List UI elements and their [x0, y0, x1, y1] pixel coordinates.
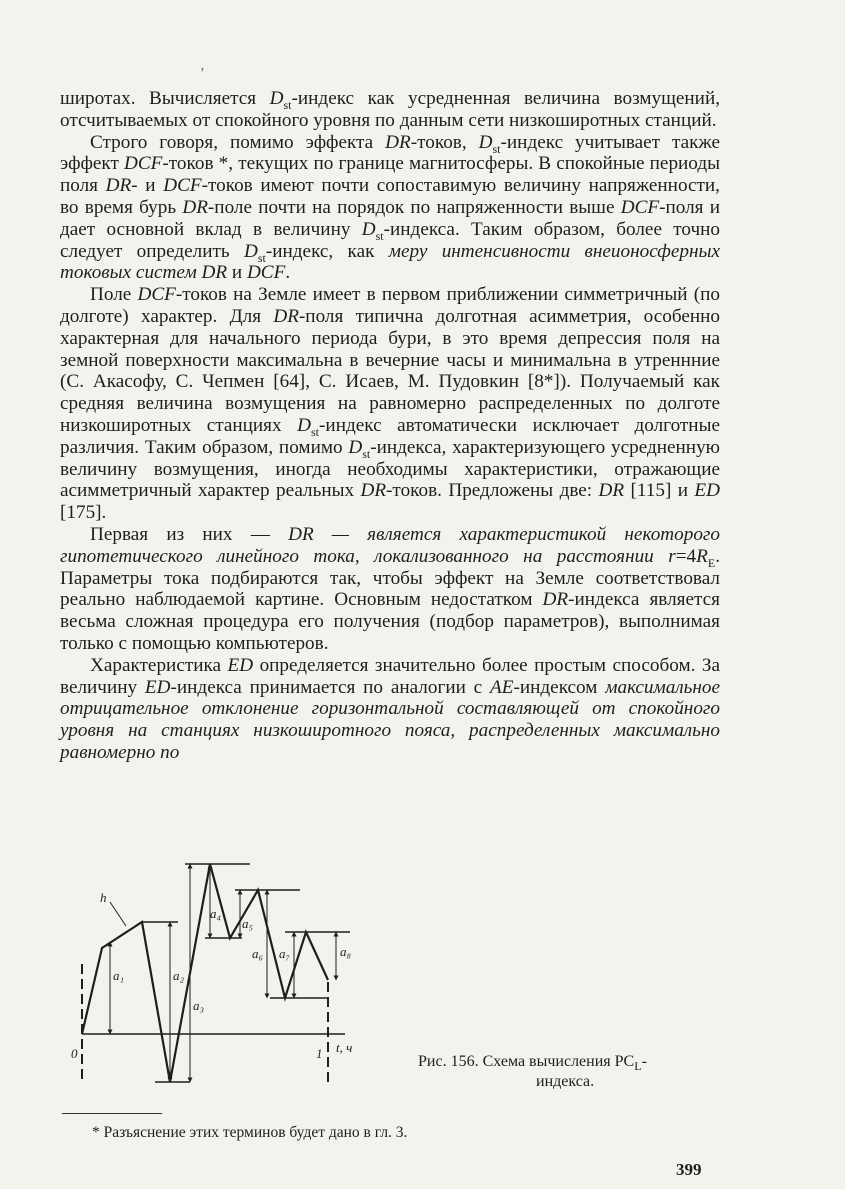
figure-caption: [418, 1052, 728, 1092]
pcl-index-diagram: [60, 852, 420, 1092]
label-origin: 0: [71, 1046, 78, 1061]
main-text: [60, 88, 720, 764]
caption-line-2: индекса.: [536, 1073, 595, 1090]
label-a5: a₅: [242, 916, 254, 931]
figure-156: [60, 852, 420, 1092]
paragraph-4: Первая из них — DR — является характеристикой некоторого гипотетического линейного тока, локализованного на расстоянии $r=4R_E$. Параметры тока подбираются так, чтобы эффект на Земле соответствовал реально наблюдаемой картине. Основным недостатком DR-индекса является весьма сложная процедура его получения (подбор параметров), выполнимая только с помощью компьютеров.: [60, 523, 721, 654]
caption-line-1: Рис. 156. Схема вычисления $PC_L-$: [418, 1053, 647, 1074]
page-number: 399: [676, 1160, 702, 1179]
paragraph-5: Характеристика ED определяется значительно более простым способом. За величину ED-индекса принимается по аналогии с AE-индексом максимальное отрицательное отклонение горизонтальной составляющей от спокойного уровня на станциях низкоширотного пояса, распределенных максимально равномерно по: [60, 654, 721, 763]
footnote-rule: [62, 1113, 162, 1114]
label-a4: a₄: [210, 906, 222, 921]
label-a2: a₂: [173, 968, 185, 983]
stray-mark: ʼ: [200, 66, 205, 81]
label-h: h: [100, 890, 107, 905]
label-time-axis: t, ч: [336, 1040, 353, 1055]
paragraph-1: широтах. Вычисляется $D_{st}$-индекс как усредненная величина возмущений, отсчитываемых от спокойного уровня по данным сети низкоширотных станций.: [60, 88, 721, 131]
paragraph-3: Поле DCF-токов на Земле имеет в первом приближении симметричный (по долготе) характер. Для DR-поля типична долготная асимметрия, особенно характерная для начального периода бури, в это время депрессия поля на земной поверхности максимальна в вечерние часы и минимальна в утреннние (С. Акасофу, С. Чепмен [64], С. Исаев, М. Пудовкин [8*]). Получаемый как средняя величина возмущения на равномерно распределенных по долготе низкоширотных станциях $D_{st}$-индекс автоматически исключает долготные различия. Таким образом, помимо $D_{st}$-индекса, характеризующего усредненную величину возмущения, иногда необходимы характеристики, отражающие асимметричный характер реальных DR-токов. Предложены две: DR [115] и ED [175].: [60, 284, 721, 524]
label-a7: a₇: [279, 946, 291, 961]
h-pointer: [110, 902, 126, 926]
label-a6: a₆: [252, 946, 264, 961]
label-a8: a₈: [340, 944, 352, 959]
paragraph-2: Строго говоря, помимо эффекта DR-токов, $D_{st}$-индекс учитывает также эффект DCF-токов *, текущих по границе магнитосферы. В спокойные периоды поля DR- и DCF-токов имеют почти сопоставимую величину напряженности, во время бурь DR-поле почти на порядок по напряженности выше DCF-поля и дает основной вклад в величину $D_{st}$-индекса. Таким образом, более точно следует определить $D_{st}$-индекс, как меру интенсивности внеионосферных токовых систем DR и DCF.: [60, 131, 721, 284]
label-a1: a₁: [113, 968, 125, 983]
label-one: 1: [316, 1046, 323, 1061]
footnote: * Разъяснение этих терминов будет дано в гл. 3.: [92, 1124, 408, 1141]
label-a3: a₃: [193, 998, 205, 1013]
